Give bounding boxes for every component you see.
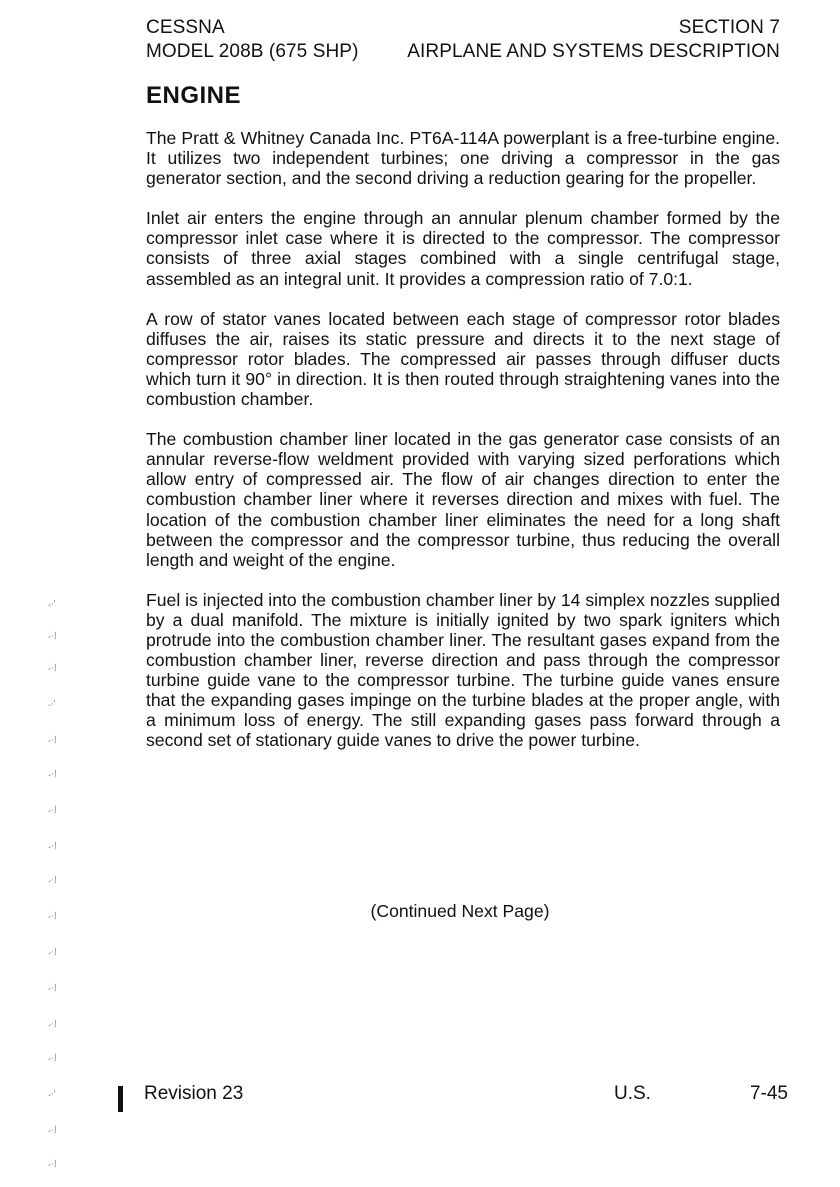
header-section: SECTION 7 (678, 17, 780, 38)
header-manufacturer: CESSNA (146, 17, 225, 38)
footer-revision: Revision 23 (144, 1083, 244, 1104)
margin-mark: -·' (47, 1089, 58, 1101)
binding-margin-marks (30, 0, 70, 1187)
margin-mark: -·/ (47, 1019, 59, 1031)
page-title: ENGINE (146, 82, 242, 109)
paragraph-1: The Pratt & Whitney Canada Inc. PT6A-114A powerplant is a free-turbine engine. It utilizes two independent turbines; one driving a compressor in the gas generator section, and the second driving a reduction gearing for the propeller. (146, 128, 780, 189)
header-model: MODEL 208B (675 SHP) (146, 41, 359, 62)
margin-mark: -·/ (47, 735, 59, 747)
paragraph-3: A row of stator vanes located between each stage of compressor rotor blades diffuses the air, raises its static pressure and directs it to the next stage of compressor rotor blades. The compressed air passes through diffuser ducts which turn it 90° in direction. It is then routed through straightening vanes into the combustion chamber. (146, 308, 780, 410)
margin-mark: -·/ (47, 805, 59, 817)
margin-mark: -·/ (47, 1053, 59, 1065)
continued-note: (Continued Next Page) (370, 901, 550, 921)
margin-mark: -·/ (47, 841, 59, 853)
header-section-title: AIRPLANE AND SYSTEMS DESCRIPTION (407, 41, 780, 62)
margin-mark: -·/ (47, 769, 59, 781)
paragraph-2: Inlet air enters the engine through an annular plenum chamber formed by the compressor inlet case where it is directed to the compressor. The compressor consists of three axial stages combined with a single centrifugal stage, assembled as an integral unit. It provides a compression ratio of 7.0:1. (146, 208, 780, 289)
body-text (146, 128, 780, 771)
header-left (146, 16, 359, 64)
margin-mark: -·/ (47, 911, 59, 923)
margin-mark: -·/ (47, 875, 59, 887)
margin-mark: -·' (47, 599, 58, 611)
margin-mark: -·/ (47, 947, 59, 959)
margin-mark: -·/ (47, 631, 59, 643)
header-right (407, 16, 780, 64)
margin-mark: -·/ (47, 983, 59, 995)
margin-mark: -·/ (47, 1125, 59, 1137)
paragraph-4: The combustion chamber liner located in the gas generator case consists of an annular reverse-flow weldment provided with varying sized perforations which allow entry of compressed air. The flow of air changes direction to enter the combustion chamber liner where it reverses direction and mixes with fuel. The location of the combustion chamber liner eliminates the need for a long shaft between the compressor and the compressor turbine, thus reducing the overall length and weight of the engine. (146, 429, 780, 570)
paragraph-5: Fuel is injected into the combustion chamber liner by 14 simplex nozzles supplied by a dual manifold. The mixture is initially ignited by two spark igniters which protrude into the combustion chamber liner. The resultant gases expand from the combustion chamber liner, reverse direction and pass through the compressor turbine guide vane to the compressor turbine. The turbine guide vanes ensure that the expanding gases impinge on the turbine blades at the proper angle, with a minimum loss of energy. The still expanding gases pass forward through a second set of stationary guide vanes to drive the power turbine. (146, 589, 780, 751)
footer-region: U.S. (614, 1083, 651, 1104)
margin-mark: -·/ (47, 663, 59, 675)
margin-mark: -·' (47, 699, 58, 711)
margin-mark: -·/ (47, 1159, 59, 1171)
revision-change-bar (118, 1086, 123, 1112)
footer-page-number: 7-45 (749, 1083, 788, 1104)
